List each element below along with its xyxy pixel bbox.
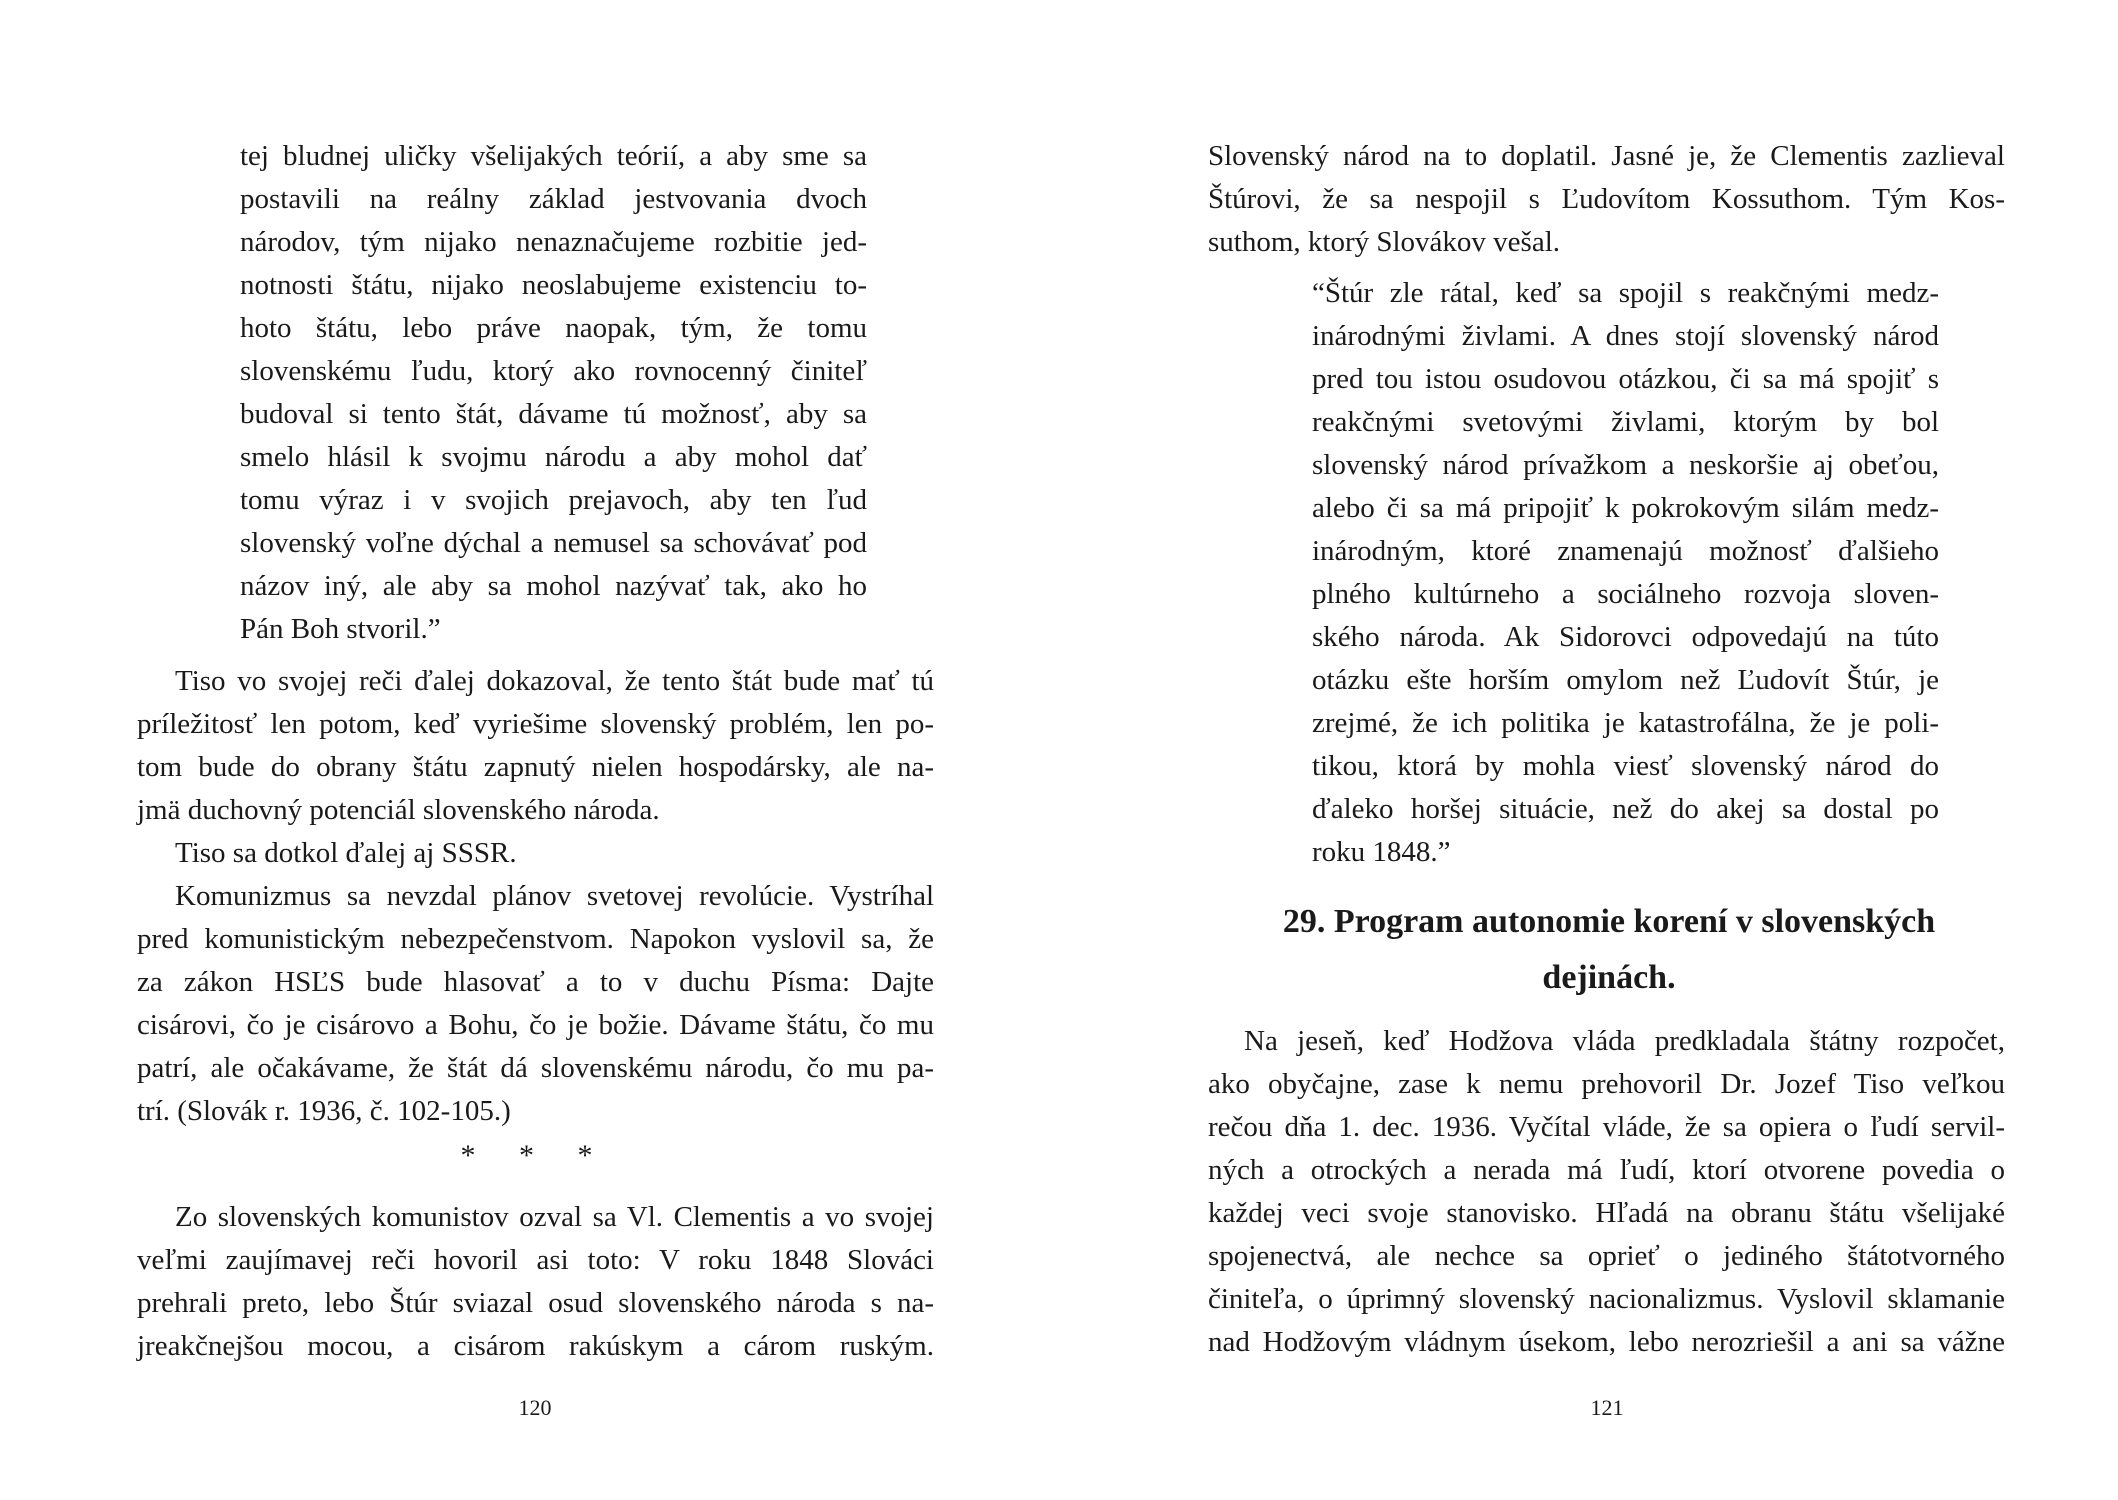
- text-line: hoto štátu, lebo práve naopak, tým, že tomu: [240, 312, 867, 344]
- right-page: [1059, 0, 2118, 1500]
- text-line: tikou, ktorá by mohla viesť slovenský národ do: [1312, 750, 1939, 782]
- text-line: inárodnými živlami. A dnes stojí slovenský národ: [1312, 320, 1939, 352]
- section-separator: * * *: [460, 1139, 611, 1172]
- text-line: smelo hlásil k svojmu národu a aby mohol dať: [240, 441, 867, 473]
- text-line: Komunizmus sa nevzdal plánov svetovej revolúcie. Vystríhal: [175, 880, 934, 912]
- heading-line: 29. Program autonomie korení v slovenských: [1282, 903, 1936, 940]
- text-line: tej bludnej uličky všelijakých teórií, a aby sme sa: [240, 140, 867, 172]
- page-number: 121: [1590, 1395, 1624, 1420]
- text-line: plného kultúrneho a sociálneho rozvoja sloven-: [1312, 578, 1939, 610]
- text-line: pred tou istou osudovou otázkou, či sa má spojiť s: [1312, 363, 1939, 395]
- text-line: postavili na reálny základ jestvovania dvoch: [240, 183, 867, 215]
- text-line: národov, tým nijako nenaznačujeme rozbitie jed-: [240, 226, 867, 258]
- text-line: činiteľa, o úprimný slovenský nacionalizmus. Vyslovil sklamanie: [1208, 1283, 2005, 1315]
- text-line: ďaleko horšej situácie, než do akej sa dostal po: [1312, 793, 1939, 825]
- text-line: Pán Boh stvoril.”: [240, 613, 441, 645]
- text-line: suthom, ktorý Slovákov vešal.: [1208, 226, 1561, 258]
- text-line: Tiso sa dotkol ďalej aj SSSR.: [175, 837, 517, 869]
- text-line: jreakčnejšou mocou, a cisárom rakúskym a cárom ruským.: [137, 1330, 934, 1362]
- text-line: cisárovi, čo je cisárovo a Bohu, čo je božie. Dávame štátu, čo mu: [137, 1009, 934, 1041]
- text-line: veľmi zaujímavej reči hovoril asi toto: V roku 1848 Slováci: [137, 1244, 934, 1276]
- text-line: inárodným, ktoré znamenajú možnosť ďalšieho: [1312, 535, 1939, 567]
- text-line: alebo či sa má pripojiť k pokrokovým silám medz-: [1312, 492, 1939, 524]
- text-line: trí. (Slovák r. 1936, č. 102-105.): [137, 1095, 511, 1127]
- text-line: prehrali preto, lebo Štúr sviazal osud slovenského národa s na-: [137, 1287, 934, 1319]
- text-line: Slovenský národ na to doplatil. Jasné je, že Clementis zazlieval: [1208, 140, 2005, 172]
- text-line: “Štúr zle rátal, keď sa spojil s reakčnými medz-: [1312, 277, 1939, 309]
- text-line: za zákon HSĽS bude hlasovať a to v duchu Písma: Dajte: [137, 966, 934, 998]
- text-line: reakčnými svetovými živlami, ktorým by bol: [1312, 406, 1939, 438]
- text-line: patrí, ale očakávame, že štát dá slovenskému národu, čo mu pa-: [137, 1052, 934, 1084]
- text-line: ako obyčajne, zase k nemu prehovoril Dr. Jozef Tiso veľkou: [1208, 1068, 2005, 1100]
- text-line: rečou dňa 1. dec. 1936. Vyčítal vláde, že sa opiera o ľudí servil-: [1208, 1111, 2005, 1143]
- text-line: ných a otrockých a nerada má ľudí, ktorí otvorene povedia o: [1208, 1154, 2005, 1186]
- text-line: príležitosť len potom, keď vyriešime slovenský problém, len po-: [137, 708, 934, 740]
- text-line: notnosti štátu, nijako neoslabujeme existenciu to-: [240, 269, 867, 301]
- text-line: slovenský voľne dýchal a nemusel sa schovávať pod: [240, 527, 867, 559]
- text-line: tom bude do obrany štátu zapnutý nielen hospodársky, ale na-: [137, 751, 934, 783]
- text-line: otázku ešte horším omylom než Ľudovít Štúr, je: [1312, 664, 1939, 696]
- text-line: slovenskému ľudu, ktorý ako rovnocenný činiteľ: [240, 355, 867, 387]
- text-line: jmä duchovný potenciál slovenského národa.: [137, 794, 660, 826]
- page-number: 120: [518, 1395, 552, 1420]
- text-line: Štúrovi, že sa nespojil s Ľudovítom Kossuthom. Tým Kos-: [1208, 183, 2005, 215]
- text-line: budoval si tento štát, dávame tú možnosť, aby sa: [240, 398, 867, 430]
- text-line: roku 1848.”: [1312, 836, 1451, 868]
- text-line: slovenský národ prívažkom a neskoršie aj obeťou,: [1312, 449, 1939, 481]
- text-line: Zo slovenských komunistov ozval sa Vl. Clementis a vo svojej: [175, 1201, 934, 1233]
- text-line: tomu výraz i v svojich prejavoch, aby ten ľud: [240, 484, 867, 516]
- text-line: názov iný, ale aby sa mohol nazývať tak, ako ho: [240, 570, 867, 602]
- text-line: ského národa. Ak Sidorovci odpovedajú na túto: [1312, 621, 1939, 653]
- text-line: Na jeseň, keď Hodžova vláda predkladala štátny rozpočet,: [1244, 1025, 2005, 1057]
- text-line: pred komunistickým nebezpečenstvom. Napokon vyslovil sa, že: [137, 923, 934, 955]
- text-line: nad Hodžovým vládnym úsekom, lebo nerozriešil a ani sa vážne: [1208, 1326, 2005, 1358]
- text-line: zrejmé, že ich politika je katastrofálna, že je poli-: [1312, 707, 1939, 739]
- text-line: Tiso vo svojej reči ďalej dokazoval, že tento štát bude mať tú: [175, 665, 934, 697]
- text-line: spojenectvá, ale nechce sa oprieť o jediného štátotvorného: [1208, 1240, 2005, 1272]
- heading-line: dejinách.: [1542, 959, 1676, 996]
- text-line: každej veci svoje stanovisko. Hľadá na obranu štátu všelijaké: [1208, 1197, 2005, 1229]
